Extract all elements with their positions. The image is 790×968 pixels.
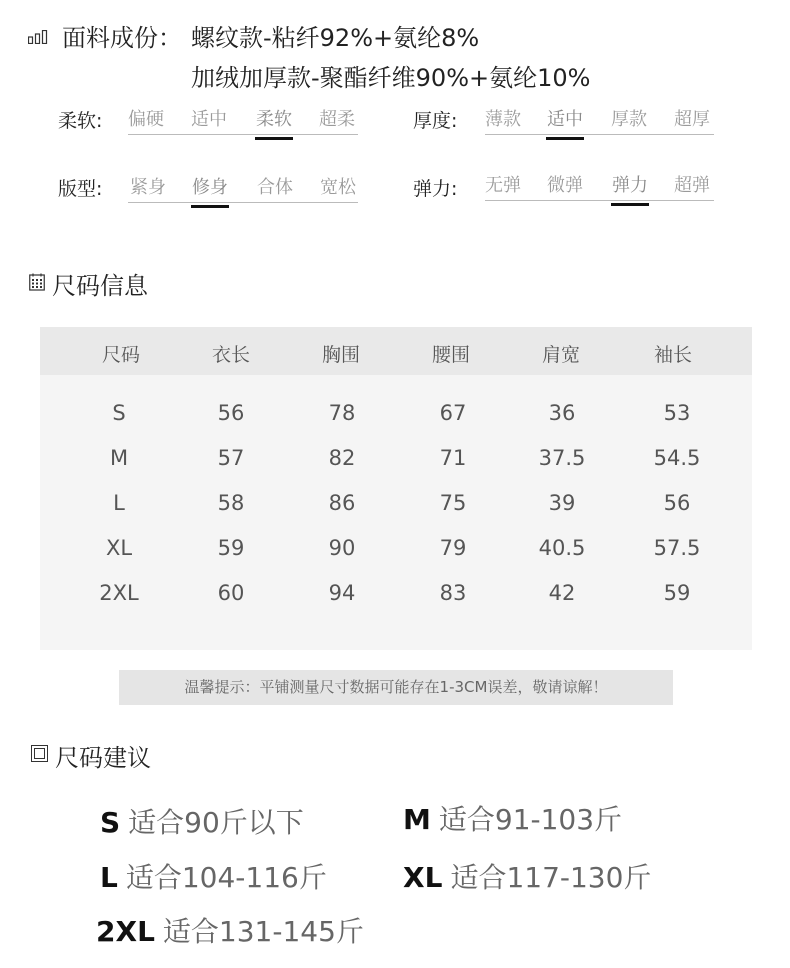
size-advice-item xyxy=(403,798,622,838)
advice-size: S xyxy=(100,806,121,839)
table-cell: 2XL xyxy=(99,581,139,605)
elasticity-option: 微弹 xyxy=(547,175,583,196)
header-shoulder: 肩宽 xyxy=(541,344,581,366)
table-cell: 42 xyxy=(548,581,576,605)
thickness-option: 厚款 xyxy=(611,109,647,130)
table-cell: 56 xyxy=(217,401,245,425)
table-cell: M xyxy=(109,446,129,470)
size-advice-item xyxy=(100,856,327,896)
table-cell: 60 xyxy=(217,581,245,605)
advice-size: 2XL xyxy=(96,915,155,948)
advice-size: L xyxy=(100,861,118,894)
thickness-option: 超厚 xyxy=(674,109,710,130)
fabric-line-2: 加绒加厚款-聚酯纤维90%+氨纶10% xyxy=(191,64,591,92)
softness-option: 超柔 xyxy=(319,109,355,130)
fit-option: 紧身 xyxy=(130,177,166,198)
size-advice-item xyxy=(100,801,304,841)
fabric-label: 面料成份： xyxy=(62,24,182,52)
softness-option: 偏硬 xyxy=(128,109,164,130)
table-cell: 40.5 xyxy=(538,536,586,560)
table-cell: 86 xyxy=(328,491,356,515)
table-cell: XL xyxy=(105,536,133,560)
calendar-grid-icon xyxy=(29,273,45,291)
advice-text: 适合90斤以下 xyxy=(128,806,304,839)
measurement-tip: 温馨提示：平铺测量尺寸数据可能存在1-3CM误差，敬请谅解！ xyxy=(119,670,673,705)
table-cell: 59 xyxy=(663,581,691,605)
size-table-header xyxy=(40,327,752,375)
table-cell: 37.5 xyxy=(538,446,586,470)
size-advice-item xyxy=(403,856,651,896)
softness-option-selected: 柔软 xyxy=(256,105,292,131)
advice-text: 适合91-103斤 xyxy=(438,803,623,836)
elasticity-option: 超弹 xyxy=(674,175,710,196)
thickness-option: 薄款 xyxy=(485,109,521,130)
table-cell: 79 xyxy=(439,536,467,560)
table-cell: 39 xyxy=(548,491,576,515)
table-cell: 57.5 xyxy=(653,536,701,560)
elasticity-label: 弹力: xyxy=(413,178,458,200)
table-cell: L xyxy=(113,491,125,515)
fit-option: 合体 xyxy=(257,177,293,198)
table-cell: S xyxy=(112,401,126,425)
advice-size: M xyxy=(403,803,431,836)
table-cell: 54.5 xyxy=(653,446,701,470)
size-advice-title: 尺码建议 xyxy=(55,744,151,772)
table-cell: 53 xyxy=(663,401,691,425)
thickness-option-selected: 适中 xyxy=(547,105,583,131)
thickness-scale xyxy=(485,105,714,135)
table-cell: 75 xyxy=(439,491,467,515)
header-length: 衣长 xyxy=(211,344,251,366)
table-cell: 59 xyxy=(217,536,245,560)
header-sleeve: 袖长 xyxy=(653,344,693,366)
table-cell: 82 xyxy=(328,446,356,470)
table-cell: 94 xyxy=(328,581,356,605)
table-cell: 90 xyxy=(328,536,356,560)
fit-label: 版型: xyxy=(58,178,103,200)
size-info-title: 尺码信息 xyxy=(52,272,148,300)
elasticity-scale xyxy=(485,171,714,201)
fabric-line-1: 螺纹款-粘纤92%+氨纶8% xyxy=(191,24,480,52)
header-waist: 腰围 xyxy=(431,344,471,366)
softness-label: 柔软: xyxy=(58,110,103,132)
softness-option: 适中 xyxy=(191,109,227,130)
elasticity-option: 无弹 xyxy=(485,175,521,196)
advice-text: 适合131-145斤 xyxy=(162,915,364,948)
advice-text: 适合104-116斤 xyxy=(125,861,327,894)
thickness-label: 厚度: xyxy=(413,110,458,132)
header-chest: 胸围 xyxy=(321,344,361,366)
softness-scale xyxy=(128,105,358,135)
table-cell: 58 xyxy=(217,491,245,515)
square-icon xyxy=(31,745,48,762)
bar-chart-icon xyxy=(28,30,48,44)
table-cell: 71 xyxy=(439,446,467,470)
table-cell: 83 xyxy=(439,581,467,605)
elasticity-option-selected: 弹力 xyxy=(612,171,648,197)
header-size: 尺码 xyxy=(101,344,141,366)
advice-text: 适合117-130斤 xyxy=(450,861,652,894)
table-cell: 78 xyxy=(328,401,356,425)
fit-scale xyxy=(128,173,358,203)
fit-option: 宽松 xyxy=(320,177,356,198)
size-table xyxy=(40,327,752,650)
fit-option-selected: 修身 xyxy=(192,173,228,199)
table-cell: 56 xyxy=(663,491,691,515)
advice-size: XL xyxy=(403,861,443,894)
size-advice-item xyxy=(96,910,364,950)
table-cell: 67 xyxy=(439,401,467,425)
table-cell: 36 xyxy=(548,401,576,425)
table-cell: 57 xyxy=(217,446,245,470)
